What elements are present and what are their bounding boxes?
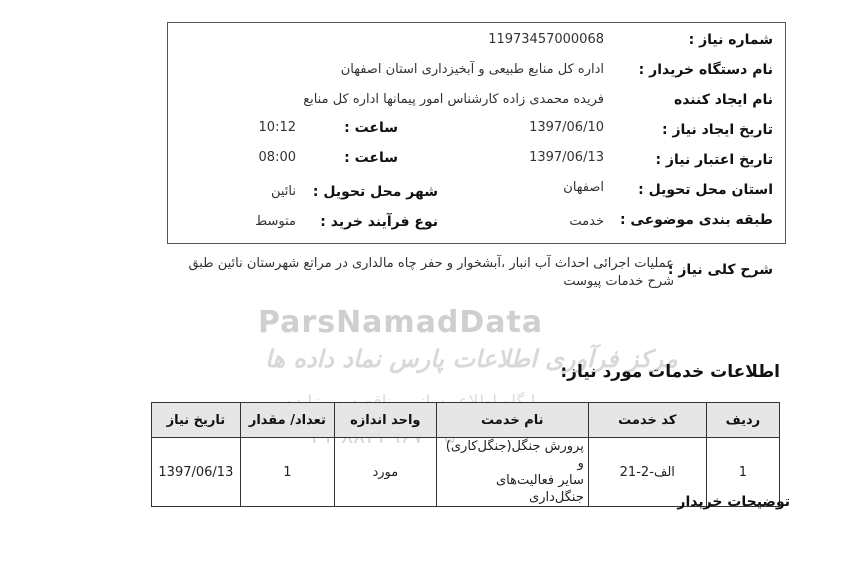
process-type-value: متوسط <box>255 214 296 229</box>
cell-row-number: 1 <box>706 438 779 507</box>
valid-date-value: 1397/06/13 <box>529 150 604 165</box>
process-type-label: نوع فرآیند خرید : <box>320 214 438 230</box>
creator-label: نام ایجاد کننده <box>673 92 773 108</box>
description-line-1: عملیات اجرائی احداث آب انبار ،آبشخوار و حفر چاه مالداری در مراتع شهرستان نائین طبق <box>188 256 674 271</box>
valid-date-label: تاریخ اعتبار نیاز : <box>655 152 773 168</box>
cell-quantity: 1 <box>240 438 334 507</box>
services-table <box>151 402 780 507</box>
description-label: شرح کلی نیاز : <box>667 262 773 278</box>
category-label: طبقه بندی موضوعی : <box>619 212 773 228</box>
description-line-2: شرح خدمات پیوست <box>563 274 674 289</box>
watermark-latin: ParsNamadData <box>258 305 544 340</box>
delivery-province-value: اصفهان <box>563 180 604 195</box>
need-number-value: 11973457000068 <box>488 32 604 47</box>
delivery-city-value: نائین <box>270 184 296 199</box>
buyer-org-value: اداره کل منابع طبیعی و آبخیزداری استان اصفهان <box>340 62 604 77</box>
cell-unit: مورد <box>334 438 436 507</box>
service-name-line-1: پرورش جنگل(جنگل‌کاری) و <box>445 439 584 471</box>
cell-service-code: الف-2-21 <box>588 438 706 507</box>
watermark-arabic: مرکز فرآوری اطلاعات پارس نماد داده ها <box>265 345 678 373</box>
header-row-number: ردیف <box>706 403 779 438</box>
header-service-name: نام خدمت <box>436 403 588 438</box>
header-need-date: تاریخ نیاز <box>152 403 241 438</box>
service-name-line-2: سایر فعالیت‌های جنگل‌داری <box>495 473 584 505</box>
buyer-notes-label: توضیحات خریدار <box>677 494 790 510</box>
cell-service-name <box>436 438 588 507</box>
header-unit: واحد اندازه <box>334 403 436 438</box>
category-value: خدمت <box>569 214 604 229</box>
need-number-label: شماره نیاز : <box>688 32 773 48</box>
valid-time-value: 08:00 <box>258 150 296 165</box>
creator-value: فریده محمدی زاده کارشناس امور پیمانها اداره کل منابع <box>303 92 604 107</box>
created-time-label: ساعت : <box>344 120 398 136</box>
created-time-value: 10:12 <box>258 120 296 135</box>
created-date-label: تاریخ ایجاد نیاز : <box>661 122 773 138</box>
header-quantity: تعداد/ مقدار <box>240 403 334 438</box>
delivery-province-label: استان محل تحویل : <box>638 182 773 198</box>
cell-need-date: 1397/06/13 <box>152 438 241 507</box>
services-table-header <box>152 403 780 438</box>
created-date-value: 1397/06/10 <box>529 120 604 135</box>
valid-time-label: ساعت : <box>344 150 398 166</box>
delivery-city-label: شهر محل تحویل : <box>312 184 438 200</box>
buyer-org-label: نام دستگاه خریدار : <box>638 62 773 78</box>
services-section-title: اطلاعات خدمات مورد نیاز: <box>560 362 780 382</box>
header-service-code: کد خدمت <box>588 403 706 438</box>
